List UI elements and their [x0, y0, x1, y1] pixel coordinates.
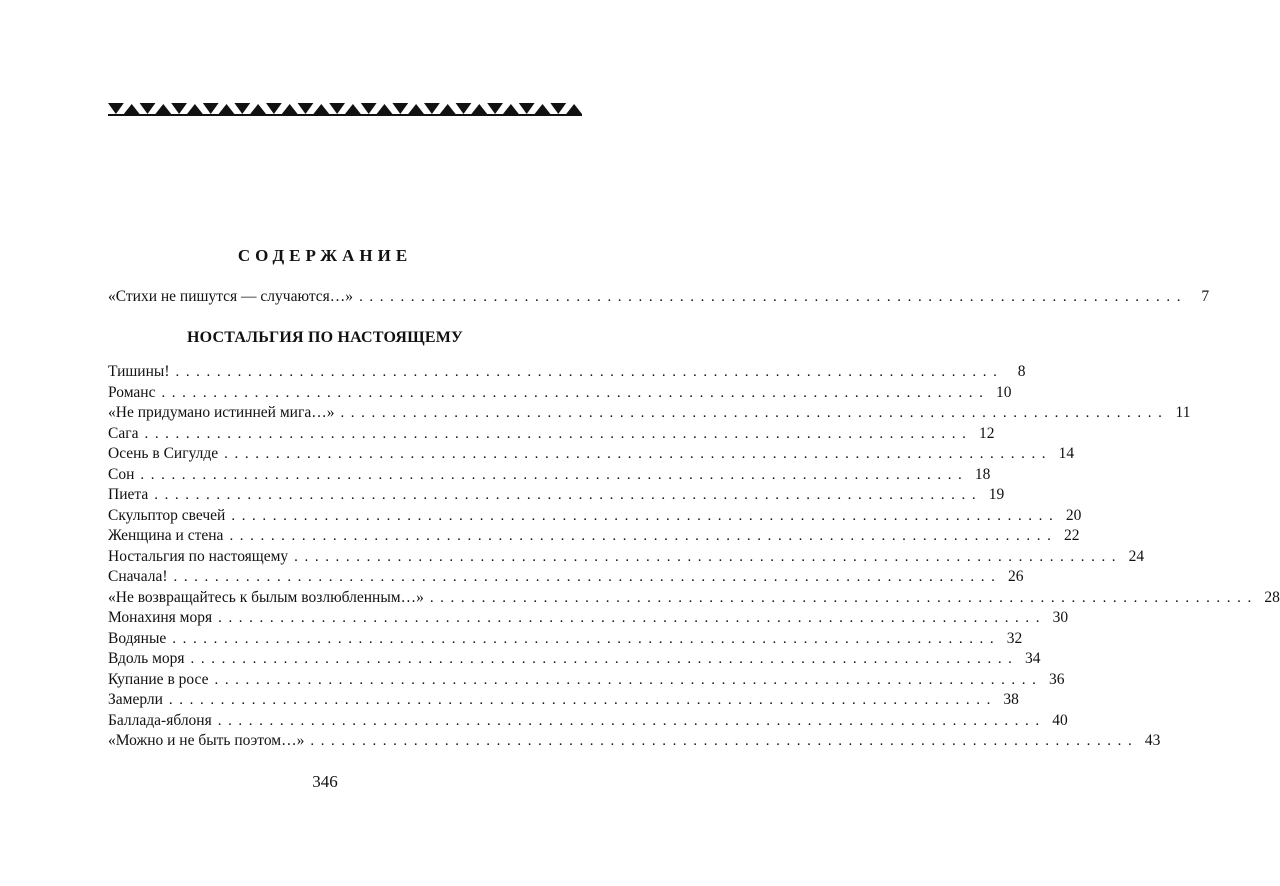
toc-entry[interactable] — [108, 526, 1080, 546]
leader-dots: ................................................................................ — [154, 487, 983, 503]
toc-entry-title: «Стихи не пишутся — случаются…» — [108, 288, 354, 305]
toc-entry[interactable] — [108, 629, 1023, 649]
toc-entry[interactable] — [108, 547, 1145, 567]
leader-dots: ................................................................................ — [231, 507, 1060, 524]
page-number: 346 — [312, 772, 338, 791]
leader-dots: ................................................................................ — [224, 446, 1053, 462]
toc-entry-page: 28 — [1264, 588, 1280, 606]
toc-entry[interactable] — [108, 670, 1065, 690]
toc-entry-title: «Можно и не быть поэтом…» — [108, 732, 305, 749]
leader-dots: ................................................................................ — [161, 384, 990, 401]
toc-entry-title: Монахиня моря — [108, 609, 213, 626]
toc-entry-page: 43 — [1144, 732, 1161, 749]
toc-entry-page: 19 — [988, 486, 1005, 503]
leader-dots: ................................................................................ — [218, 610, 1047, 626]
section-title: НОСТАЛЬГИЯ ПО НАСТОЯЩЕМУ — [187, 329, 463, 346]
toc-entry-title: Баллада-яблоня — [108, 711, 212, 729]
toc-entry-intro[interactable] — [108, 287, 1210, 307]
toc-entry-page: 14 — [1058, 445, 1075, 462]
toc-entry[interactable] — [108, 649, 1041, 669]
triangle-border-ornament-icon — [108, 102, 582, 116]
toc-entry[interactable] — [108, 485, 1005, 505]
toc-entry-title: Женщина и стена — [108, 527, 224, 544]
toc-entry[interactable] — [108, 383, 1012, 403]
toc-entry-title: Скульптор свечей — [108, 506, 226, 524]
toc-entry[interactable] — [108, 711, 1068, 731]
leader-dots: ................................................................................ — [294, 548, 1123, 565]
toc-entry-page: 10 — [995, 383, 1012, 401]
toc-entry[interactable] — [108, 588, 1280, 608]
leader-dots: ................................................................................ — [429, 589, 1258, 606]
toc-entry-page: 30 — [1052, 609, 1069, 626]
toc-entry-title: Сага — [108, 424, 139, 442]
toc-entry-page: 8 — [1017, 363, 1026, 380]
toc-entry-page: 24 — [1128, 547, 1145, 565]
toc-entry[interactable] — [108, 403, 1191, 423]
toc-entry-title: Тишины! — [108, 363, 170, 380]
toc-entry-page: 38 — [1003, 691, 1019, 708]
toc-entry[interactable] — [108, 465, 991, 485]
leader-dots: ................................................................................ — [214, 671, 1043, 688]
leader-dots: ................................................................................ — [229, 528, 1058, 544]
toc-entry-title: Сон — [108, 465, 135, 483]
toc-entry-page: 36 — [1048, 670, 1065, 688]
leader-dots: ................................................................................ — [173, 569, 1002, 585]
toc-entry-title: Осень в Сигулде — [108, 445, 219, 462]
toc-entry-title: Замерли — [108, 691, 163, 708]
toc-entry[interactable] — [108, 567, 1024, 587]
contents-heading: СОДЕРЖАНИЕ — [237, 246, 413, 265]
toc-entry-title: «Не возвращайтесь к былым возлюбленным…» — [108, 588, 424, 606]
toc-entry-page: 40 — [1052, 711, 1068, 729]
leader-dots: ................................................................................ — [310, 733, 1139, 749]
leader-dots: ................................................................................ — [340, 405, 1169, 421]
toc-entry-page: 7 — [1201, 288, 1210, 305]
toc-entry-page: 22 — [1063, 527, 1080, 544]
toc-entry-page: 34 — [1025, 650, 1041, 667]
toc-entry-page: 18 — [974, 465, 991, 483]
leader-dots: ................................................................................ — [144, 425, 973, 442]
toc-entry-title: «Не придумано истинней мига…» — [108, 404, 335, 421]
toc-entry-title: Вдоль моря — [108, 650, 185, 667]
toc-entry-page: 20 — [1065, 506, 1082, 524]
toc-entry[interactable] — [108, 444, 1075, 464]
toc-entry[interactable] — [108, 690, 1019, 710]
toc-entry[interactable] — [108, 424, 995, 444]
toc-entry-title: Романс — [108, 383, 156, 401]
toc-entry-title: Водяные — [108, 629, 167, 647]
toc-entry[interactable] — [108, 362, 1026, 382]
leader-dots: ................................................................................ — [140, 466, 969, 483]
leader-dots: ................................................................................ — [168, 692, 997, 708]
toc-entry-page: 11 — [1175, 404, 1191, 421]
toc-entry-title: Сначала! — [108, 568, 168, 585]
leader-dots: ................................................................................ — [190, 651, 1019, 667]
toc-entry[interactable] — [108, 506, 1082, 526]
toc-entry-page: 26 — [1007, 568, 1024, 585]
leader-dots: ................................................................................ — [175, 364, 1004, 380]
leader-dots: ................................................................................ — [172, 630, 1001, 647]
toc-entry-title: Купание в росе — [108, 670, 209, 688]
toc-entry-page: 32 — [1006, 629, 1023, 647]
leader-dots: ................................................................................ — [359, 289, 1188, 305]
toc-entry-title: Ностальгия по настоящему — [108, 547, 289, 565]
toc-entry[interactable] — [108, 608, 1069, 628]
toc-entry[interactable] — [108, 731, 1161, 751]
toc-entry-page: 12 — [978, 424, 995, 442]
toc-entry-title: Пиета — [108, 486, 149, 503]
leader-dots: ................................................................................ — [217, 712, 1046, 729]
